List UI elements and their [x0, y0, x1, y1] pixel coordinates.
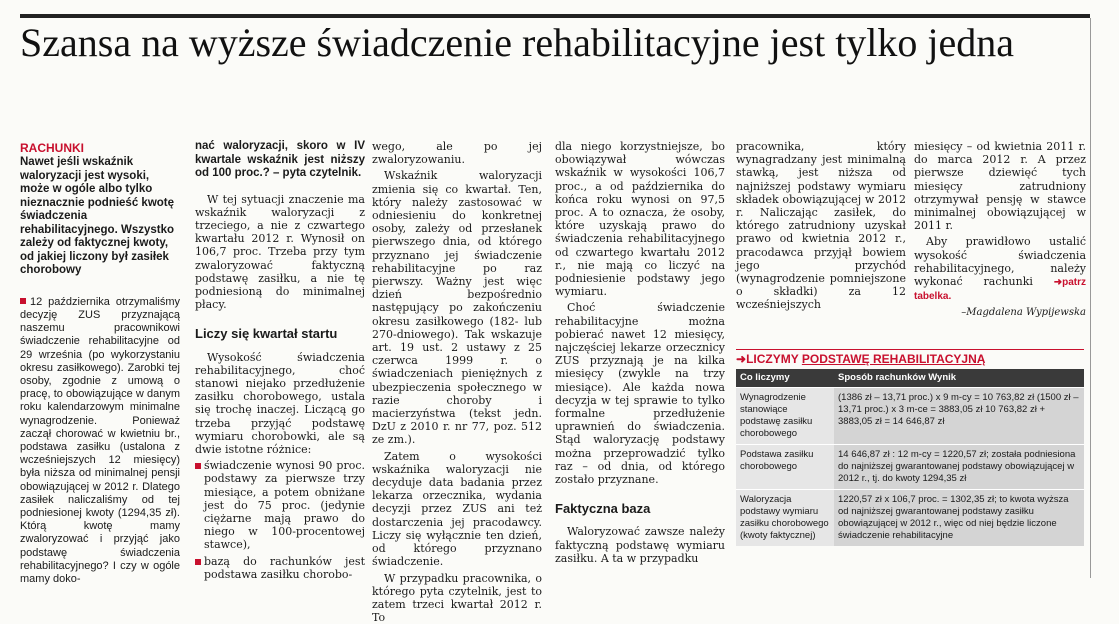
top-rule — [20, 14, 1090, 18]
box-title — [736, 349, 1084, 366]
bullet-item — [195, 555, 365, 581]
bullet-text: bazą do rachunków jest podstawa zasiłku chorobo- — [204, 555, 365, 581]
column-1 — [20, 140, 180, 590]
box-title-prefix: LICZYMY — [746, 352, 798, 366]
column-6 — [914, 140, 1086, 340]
column-5 — [736, 140, 906, 340]
column-3 — [372, 140, 542, 590]
paragraph: miesięcy – od kwietnia 2011 r. do marca 2012 r. A przez pierwsze dziewięć tych miesięcy zatrudniony otrzymywał pensję w stawce minimalnej obowiązującej w 2011 r. — [914, 140, 1086, 232]
reader-question-continued: nać waloryzacji, skoro w IV kwartale wskaźnik jest niższy od 100 proc.? – pyta czytelnik. — [195, 140, 365, 181]
bullet-item — [195, 459, 365, 551]
paragraph: Zatem o wysokości wskaźnika waloryzacji nie decyduje data badania przez lekarza orzecznika, wydania decyzji przez ZUS ani też dostarczenia jej pracodawcy. Liczy się wyłącznie ten dzień, od którego przyznano świadczenie. — [372, 450, 542, 569]
table-row — [736, 490, 1084, 547]
paragraph: Wskaźnik waloryzacji zmienia się co kwartał. Ten, który należy zastosować w odniesieniu do konkretnej osoby, zależy od przesłanek pierwszego dnia, od którego przyznano jej świadczenie rehabilitacyjne po raz pierwszy. Ważny jest więc dzień bezpośrednio następujący po zakończeniu okresu zasiłkowego (182- lub 270-dniowego). Tak wskazuje art. 19 ust. 2 ustawy z 25 czerwca 1999 r. o świadczeniach pieniężnych z ubezpieczenia społecznego w razie choroby i macierzyństwa (tekst jedn. DzU z 2010 r. nr 77, poz. 512 ze zm.). — [372, 169, 542, 446]
table-header-row — [736, 369, 1084, 388]
table-cell-how: 1220,57 zł x 106,7 proc. = 1302,35 zł; to kwota wyższa od najniższej gwarantowanej podstawy zasiłku obowiązującej w 2012 r., więc od niej będzie liczone świadczenie rehabilitacyjne — [834, 490, 1084, 547]
paragraph: wego, ale po jej zwaloryzowaniu. — [372, 140, 542, 166]
red-square-marker — [195, 463, 201, 469]
reader-question-text: 12 października otrzymaliśmy decyzję ZUS przyznającą naszemu pracownikowi świadczenie rehabilitacyjne od 29 września (po wykorzystaniu okresu zasiłkowego). Zarobki tej osoby, zgodnie z umową o pracę, to obowiązujące w danym roku kalendarzowym minimalne wynagrodzenie. Ponieważ zaczął chorować w kwietniu br., podstawa zasiłku (ustalona z wcześniejszych 12 miesięcy) była niższa od minimalnej pensji obowiązującej w 2012 r. Dlatego zasiłek naliczaliśmy od tej podniesionej kwoty (1294,35 zł). Którą kwotę mamy zwaloryzować i przyjąć jako podstawę świadczenia rehabilitacyjnego? I czy w ogóle mamy doko- — [20, 296, 180, 585]
lead-paragraph: Nawet jeśli wskaźnik waloryzacji jest wysoki, może w ogóle albo tylko nieznacznie podnieść kwotę świadczenia rehabilitacyjnego. Wszystko zależy od faktycznej kwoty, od jakiej liczony był zasiłek chorobowy — [20, 156, 180, 278]
table-cell-how: 14 646,87 zł : 12 m-cy = 1220,57 zł; została podniesiona do najniższej gwarantowanej podstawy obowiązującej w 2012 r., tj. do kwoty 1294,35 zł — [834, 445, 1084, 490]
table-row — [736, 388, 1084, 445]
box-title-highlight: PODSTAWĘ REHABILITACYJNĄ — [802, 352, 986, 366]
bullet-text: świadczenie wynosi 90 proc. podstawy za pierwsze trzy miesiące, a potem obniżane jest do 75 proc. (jedynie ciężarne mają prawo do niego w 100-procentowej stawce), — [204, 459, 365, 551]
red-square-marker — [195, 559, 201, 565]
subheading-faktyczna-baza: Faktyczna baza — [555, 502, 725, 515]
paragraph: Waloryzować zawsze należy faktyczną podstawę wymiaru zasiłku. A ta w przypadku — [555, 525, 725, 565]
paragraph — [914, 235, 1086, 303]
headline: Szansa na wyższe świadczenie rehabilitacyjne jest tylko jedna — [20, 22, 1080, 64]
see-table-text: patrz tabelka. — [914, 277, 1086, 302]
table-cell-what: Wynagrodzenie stanowiące podstawę zasiłku chorobowego — [736, 388, 834, 445]
paragraph: Wysokość świadczenia rehabilitacyjnego, choć stanowi niejako przedłużenie zasiłku chorobowego, ustala się trochę inaczej. Liczącą go trzeba przyjąć podstawę wymiaru chorobowki, ale są dwie istotne różnice: — [195, 351, 365, 457]
paragraph: W przypadku pracownika, o którego pyta czytelnik, jest to zatem trzeci kwartał 2012 r. To — [372, 572, 542, 624]
right-edge-rule — [1090, 18, 1091, 578]
subheading-liczy-sie-kwartal-startu: Liczy się kwartał startu — [195, 327, 365, 340]
paragraph: W tej sytuacji znaczenie ma wskaźnik waloryzacji z trzeciego, a nie z czwartego kwartału 2012 r. Wynosił on 106,7 proc. Trzeba przy tym zwaloryzować faktyczną podstawę zasiłku, a nie tę podniesioną do minimalnej płacy. — [195, 193, 365, 312]
paragraph: dla niego korzystniejsze, bo obowiązywał wówczas wskaźnik w wysokości 106,7 proc., a od października do końca roku wynosi on 97,5 proc. A to oznacza, że osoby, które uzyskają prawo do świadczenia rehabilitacyjnego od czwartego kwartału 2012 r., nie mają co liczyć na podniesienie podstawy jego wymiaru. — [555, 140, 725, 298]
kicker: RACHUNKI — [20, 142, 180, 155]
red-square-marker — [20, 298, 26, 304]
paragraph: Choć świadczenie rehabilitacyjne można pobierać nawet 12 miesięcy, najczęściej lekarze orzecznicy ZUS przyznają je na kilka miesięcy (zwykle na trzy miesiące). Ale każda nowa decyzja w tej sprawie to tylko formalne przedłużenie uprawnień do świadczenia. Stąd waloryzację podstawy można przeprowadzić tylko raz – od dnia, od którego zostało przyznane. — [555, 301, 725, 486]
table-cell-how: (1386 zł – 13,71 proc.) x 9 m-cy = 10 763,82 zł (1500 zł – 13,71 proc.) x 3 m-ce = 3883,05 zł 10 763,82 zł + 3883,05 zł = 14 646,87 zł — [834, 388, 1084, 445]
table-row — [736, 445, 1084, 490]
reader-question — [20, 296, 180, 586]
author-signature: –Magdalena Wypijewska — [914, 306, 1086, 319]
calculation-table — [736, 369, 1084, 546]
table-header-cell: Sposób rachunków Wynik — [834, 369, 1084, 388]
column-4 — [555, 140, 725, 590]
column-2 — [195, 140, 365, 590]
calculation-box — [736, 349, 1084, 546]
paragraph: pracownika, który wynagradzany jest minimalną stawką, jest niższa od najniższej podstawy wymiaru składek obowiązującej w 2012 r. Naliczając zasiłek, do którego zatrudniony uzyskał prawo od kwietnia 2012 r., pracodawca przyjął bowiem jego przychód (wynagrodzenie pomniejszone o składki) za 12 wcześniejszych — [736, 140, 906, 312]
arrow-icon: ➜ — [736, 352, 746, 366]
table-header-cell: Co liczymy — [736, 369, 834, 388]
table-cell-what: Waloryzacja podstawy wymiaru zasiłku chorobowego (kwoty faktycznej) — [736, 490, 834, 547]
paragraph-text: Aby prawidłowo ustalić wysokość świadczenia rehabilitacyjnego, należy wykonać rachunki — [914, 235, 1086, 288]
see-table-link: ➜patrz tabelka. — [914, 277, 1086, 302]
table-cell-what: Podstawa zasiłku chorobowego — [736, 445, 834, 490]
